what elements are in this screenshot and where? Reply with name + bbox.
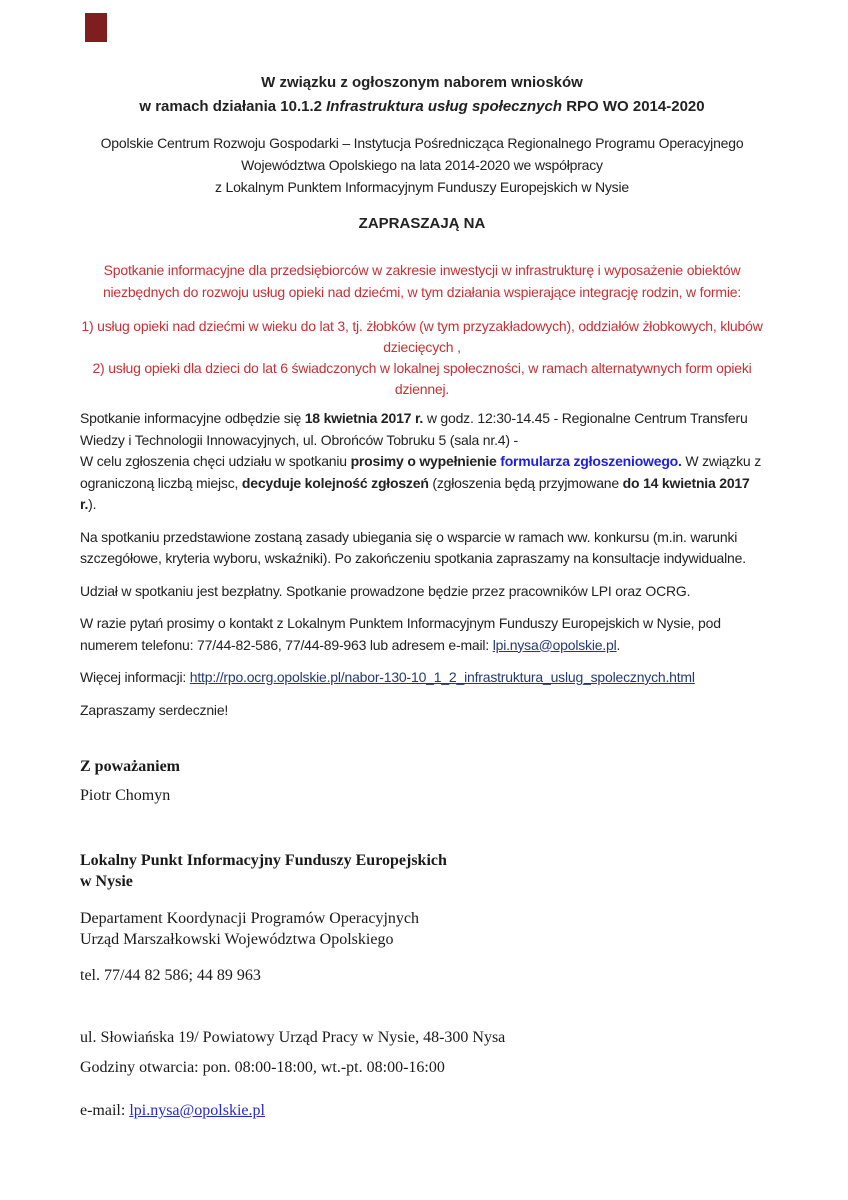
notice-item-2: 2) usług opieki dla dzieci do lat 6 świadczonych w lokalnej społeczności, w ramach alternatywnych form opieki dziennej.	[92, 360, 752, 397]
signature-phone: tel. 77/44 82 586; 44 89 963	[80, 967, 261, 984]
notice-item-1: 1) usług opieki nad dziećmi w wieku do lat 3, tj. żłobków (w tym przyzakładowych), oddziałów żłobkowych, klubów dziecięcych ,	[81, 318, 763, 355]
document-title	[80, 71, 764, 119]
signature-name: Piotr Chomyn	[80, 787, 171, 804]
paragraph-more-info: Więcej informacji: http://rpo.ocrg.opolskie.pl/nabor-130-10_1_2_infrastruktura_uslug_spolecznych.html	[80, 669, 695, 685]
organizer-line-2: Województwa Opolskiego na lata 2014-2020 we współpracy	[241, 157, 603, 173]
signature-org-line-2: w Nysie	[80, 873, 133, 890]
signature-dept-line-1: Departament Koordynacji Programów Operacyjnych	[80, 910, 419, 927]
signature-email-link[interactable]: lpi.nysa@opolskie.pl	[129, 1102, 265, 1119]
notice-items	[80, 316, 764, 400]
notice-intro: Spotkanie informacyjne dla przedsiębiorców w zakresie inwestycji w infrastrukturę i wyposażenie obiektów niezbędnych do rozwoju usług opieki nad dziećmi, w tym działania wspierające integrację rodzin, w formie:	[102, 262, 742, 300]
organizer-line-1: Opolskie Centrum Rozwoju Gospodarki – Instytucja Pośrednicząca Regionalnego Programu Operacyjnego	[100, 135, 744, 151]
registration-deadline: do 14 kwietnia 2017 r.	[80, 474, 750, 512]
signature-email: e-mail: lpi.nysa@opolskie.pl	[80, 1102, 265, 1119]
paragraph-closing-invite: Zapraszamy serdecznie!	[80, 701, 229, 718]
meeting-date: 18 kwietnia 2017 r.	[304, 410, 424, 426]
signature-org-line-1: Lokalny Punkt Informacyjny Funduszy Europejskich	[80, 852, 447, 869]
contact-email-link[interactable]: lpi.nysa@opolskie.pl	[492, 636, 617, 653]
signature-dept-line-2: Urząd Marszałkowski Województwa Opolskiego	[80, 931, 394, 948]
paragraph-agenda: Na spotkaniu przedstawione zostaną zasady ubiegania się o wsparcie w ramach ww. konkursu (m.in. warunki szczegółowe, kryteria wyboru, wskaźniki). Po zakończeniu spotkania zapraszamy na konsultacje indywidualne.	[80, 528, 746, 566]
title-line-2: w ramach działania 10.1.2 Infrastruktura usług społecznych RPO WO 2014-2020	[139, 98, 705, 115]
signature-opening-hours: Godziny otwarcia: pon. 08:00-18:00, wt.-pt. 08:00-16:00	[80, 1059, 445, 1076]
organizers-paragraph	[80, 132, 764, 198]
organizer-line-3: z Lokalnym Punktem Informacyjnym Funduszy Europejskich w Nysie	[215, 179, 629, 195]
title-italic-action-name: Infrastruktura usług społecznych	[326, 98, 563, 115]
paragraph-meeting-details: Spotkanie informacyjne odbędzie się 18 kwietnia 2017 r. w godz. 12:30-14.45 - Regionalne Centrum Transferu Wiedzy i Technologii Innowacyjnych, ul. Obrońców Tobruku 5 (sala nr.4) - W celu zgłoszenia chęci udziału w spotkaniu prosimy o wypełnienie formularza zgłoszeniowego. W związku z ograniczoną liczbą miejsc, decyduje kolejność zgłoszeń (zgłoszenia będą przyjmowane do 14 kwietnia 2017 r.).	[80, 410, 762, 512]
paragraph-contact: W razie pytań prosimy o kontakt z Lokalnym Punktem Informacyjnym Funduszy Europejskich w Nysie, pod numerem telefonu: 77/44-82-586, 77/44-89-963 lub adresem e-mail: lpi.nysa@opolskie.pl.	[80, 615, 721, 653]
paragraph-free-participation: Udział w spotkaniu jest bezpłatny. Spotkanie prowadzone będzie przez pracowników LPI oraz OCRG.	[80, 582, 691, 599]
invite-heading: ZAPRASZAJĄ NA	[358, 215, 486, 232]
signature-organization	[80, 850, 764, 892]
more-info-url-link[interactable]: http://rpo.ocrg.opolskie.pl/nabor-130-10_1_2_infrastruktura_uslug_spolecznych.html	[189, 669, 695, 685]
registration-form-link[interactable]: formularza zgłoszeniowego.	[500, 453, 682, 469]
signature-department	[80, 908, 764, 950]
signature-closing: Z poważaniem	[80, 758, 180, 775]
signature-address: ul. Słowiańska 19/ Powiatowy Urząd Pracy w Nysie, 48-300 Nysa	[80, 1029, 506, 1046]
title-line-1: W związku z ogłoszonym naborem wniosków	[261, 74, 583, 91]
